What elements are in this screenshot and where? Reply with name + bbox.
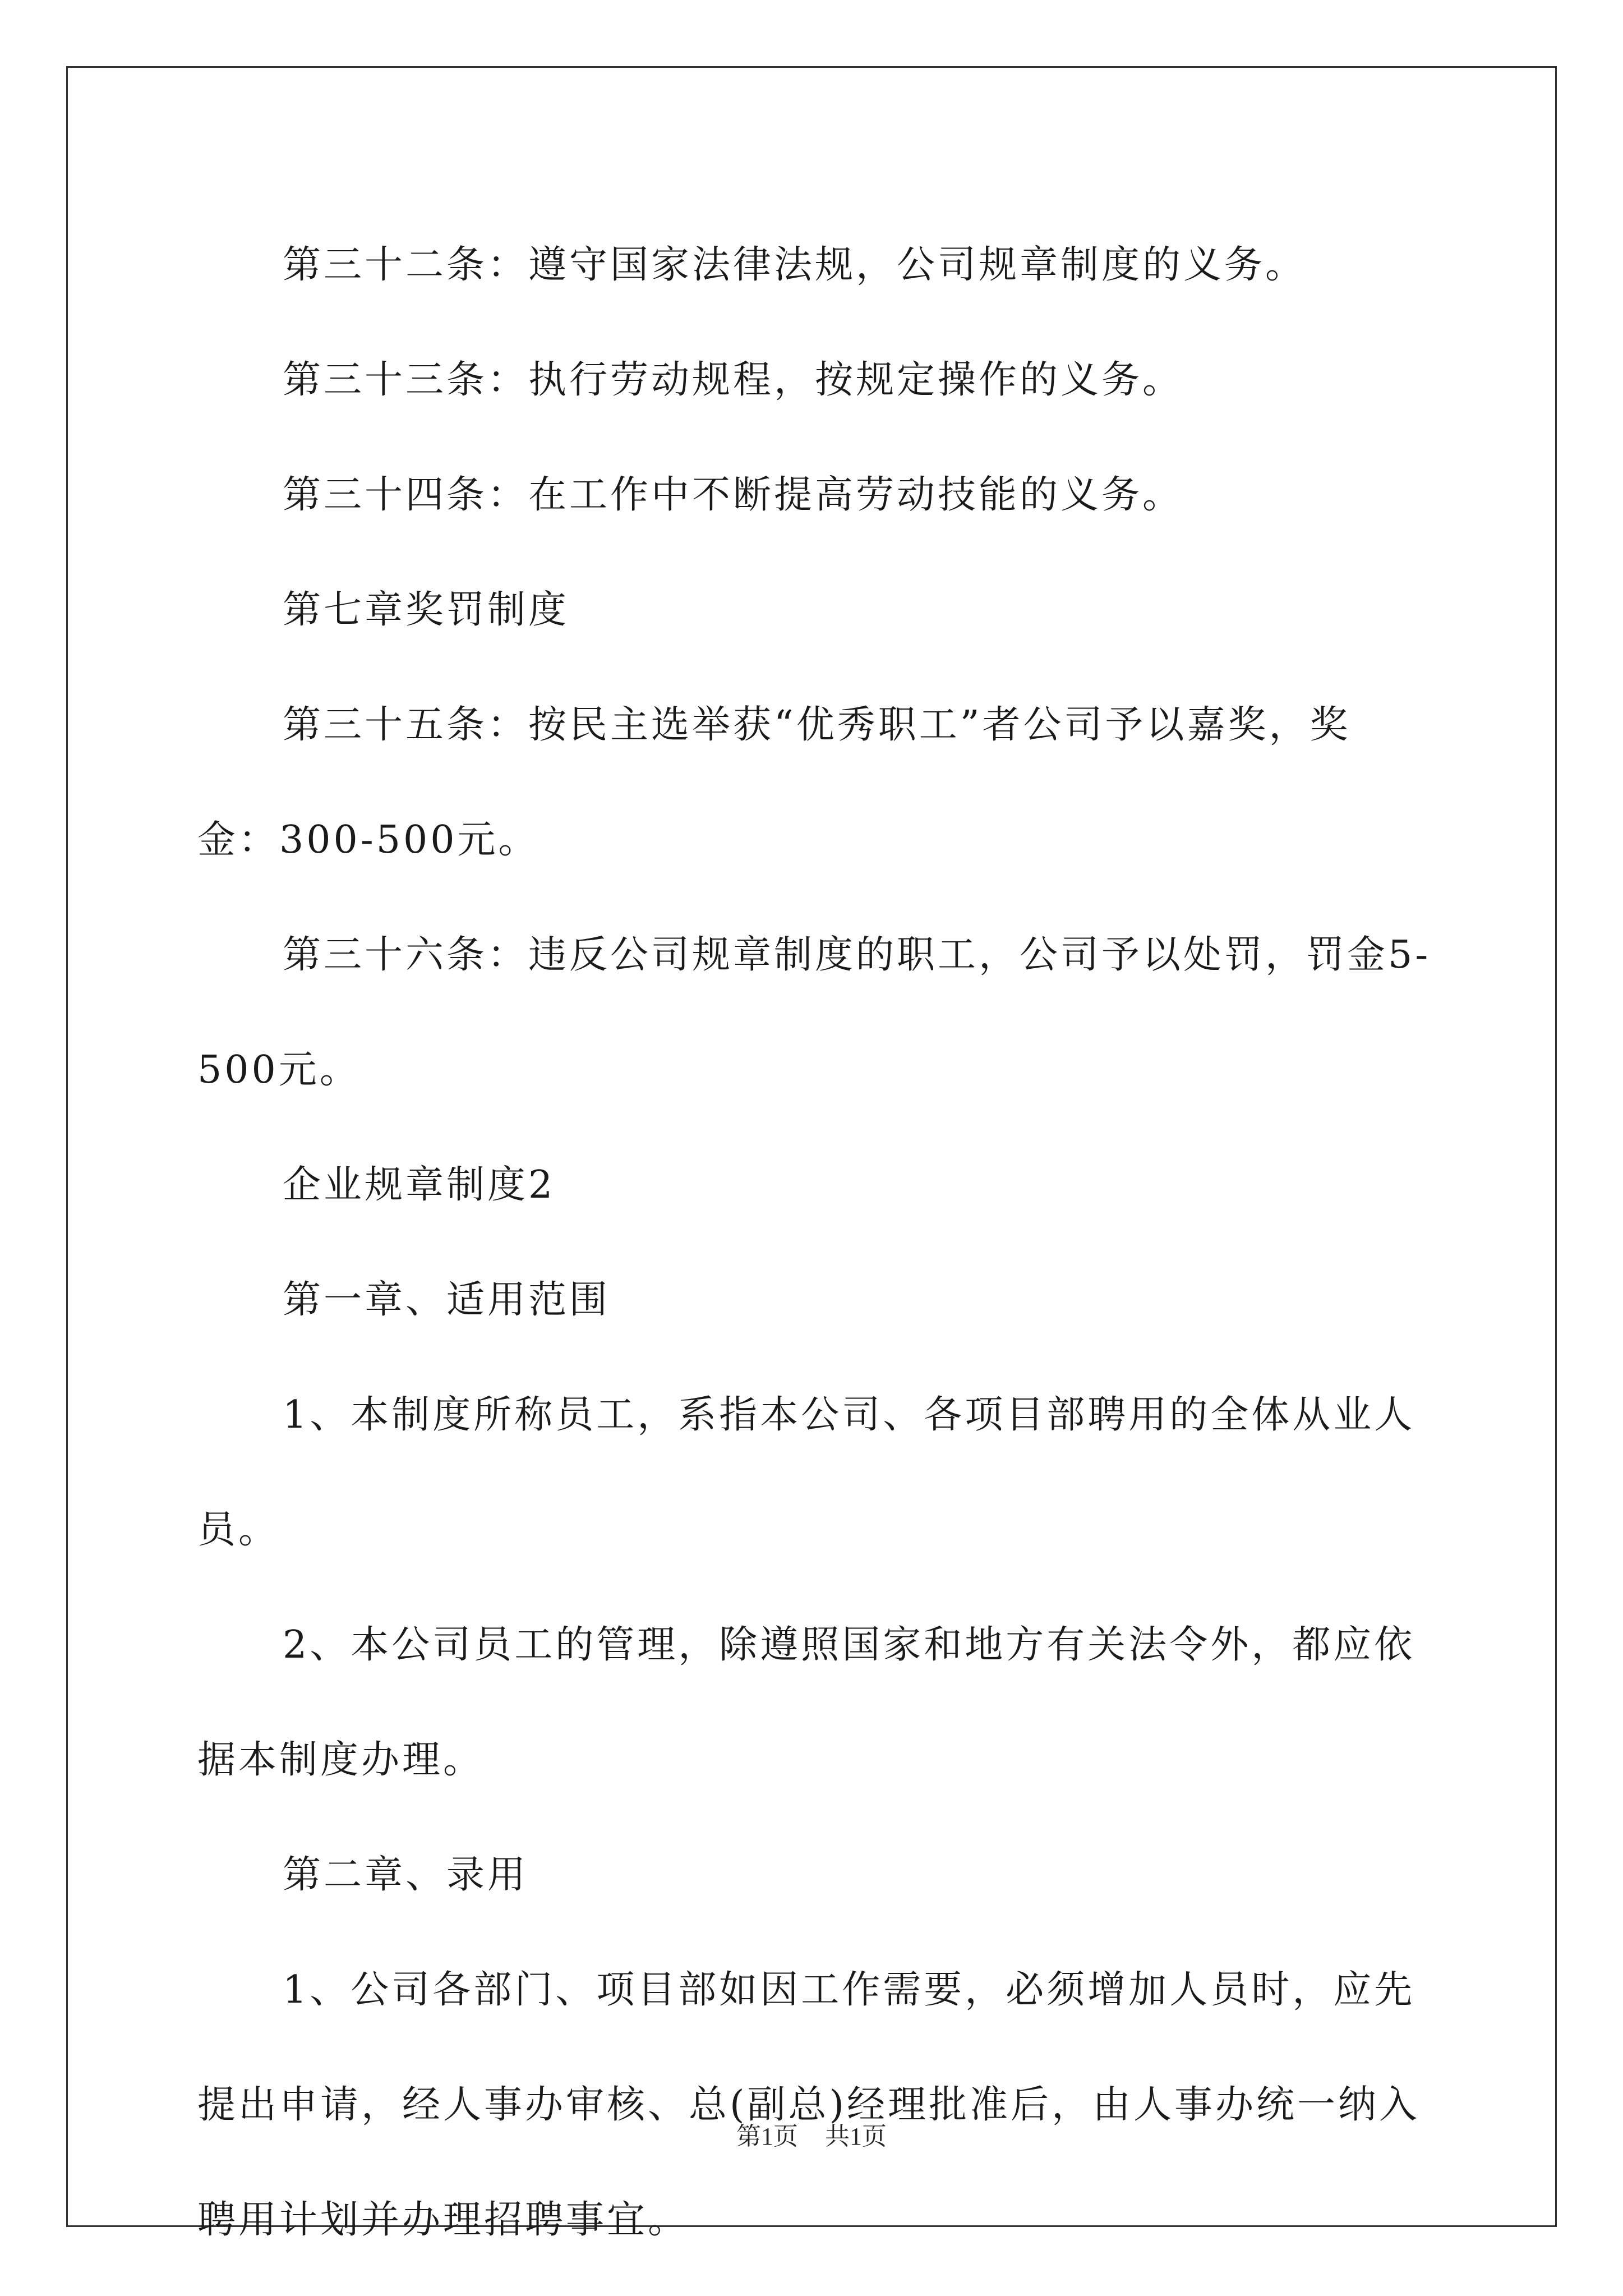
paragraph-article-34: 第三十四条：在工作中不断提高劳动技能的义务。 [283,473,1184,517]
page-number: 第1页 [736,2123,798,2150]
chapter-heading-rewards: 第七章奖罚制度 [283,588,570,632]
chapter-heading-scope: 第一章、适用范围 [283,1278,611,1322]
paragraph-article-35: 第三十五条：按民主选举获“优秀职工”者公司予以嘉奖，奖金：300-500元。 [197,703,1351,862]
document-body [197,208,1431,2277]
paragraph-article-33: 第三十三条：执行劳动规程，按规定操作的义务。 [283,358,1184,402]
paragraph-article-32: 第三十二条：遵守国家法律法规，公司规章制度的义务。 [283,243,1307,287]
page-count: 共1页 [825,2123,887,2150]
section-title-regulations-2: 企业规章制度2 [283,1163,556,1207]
chapter-heading-hiring: 第二章、录用 [283,1853,529,1897]
paragraph-scope-1: 1、本制度所称员工，系指本公司、各项目部聘用的全体从业人员。 [197,1393,1415,1552]
paragraph-hiring-1: 1、公司各部门、项目部如因工作需要，必须增加人员时，应先提出申请，经人事办审核、总(副总)经理批准后，由人事办统一纳入聘用计划并办理招聘事宜。 [197,1968,1421,2242]
page-footer [0,2116,1623,2152]
paragraph-article-36: 第三十六条：违反公司规章制度的职工，公司予以处罚，罚金5-500元。 [197,933,1431,1092]
paragraph-scope-2: 2、本公司员工的管理，除遵照国家和地方有关法令外，都应依据本制度办理。 [197,1623,1415,1782]
